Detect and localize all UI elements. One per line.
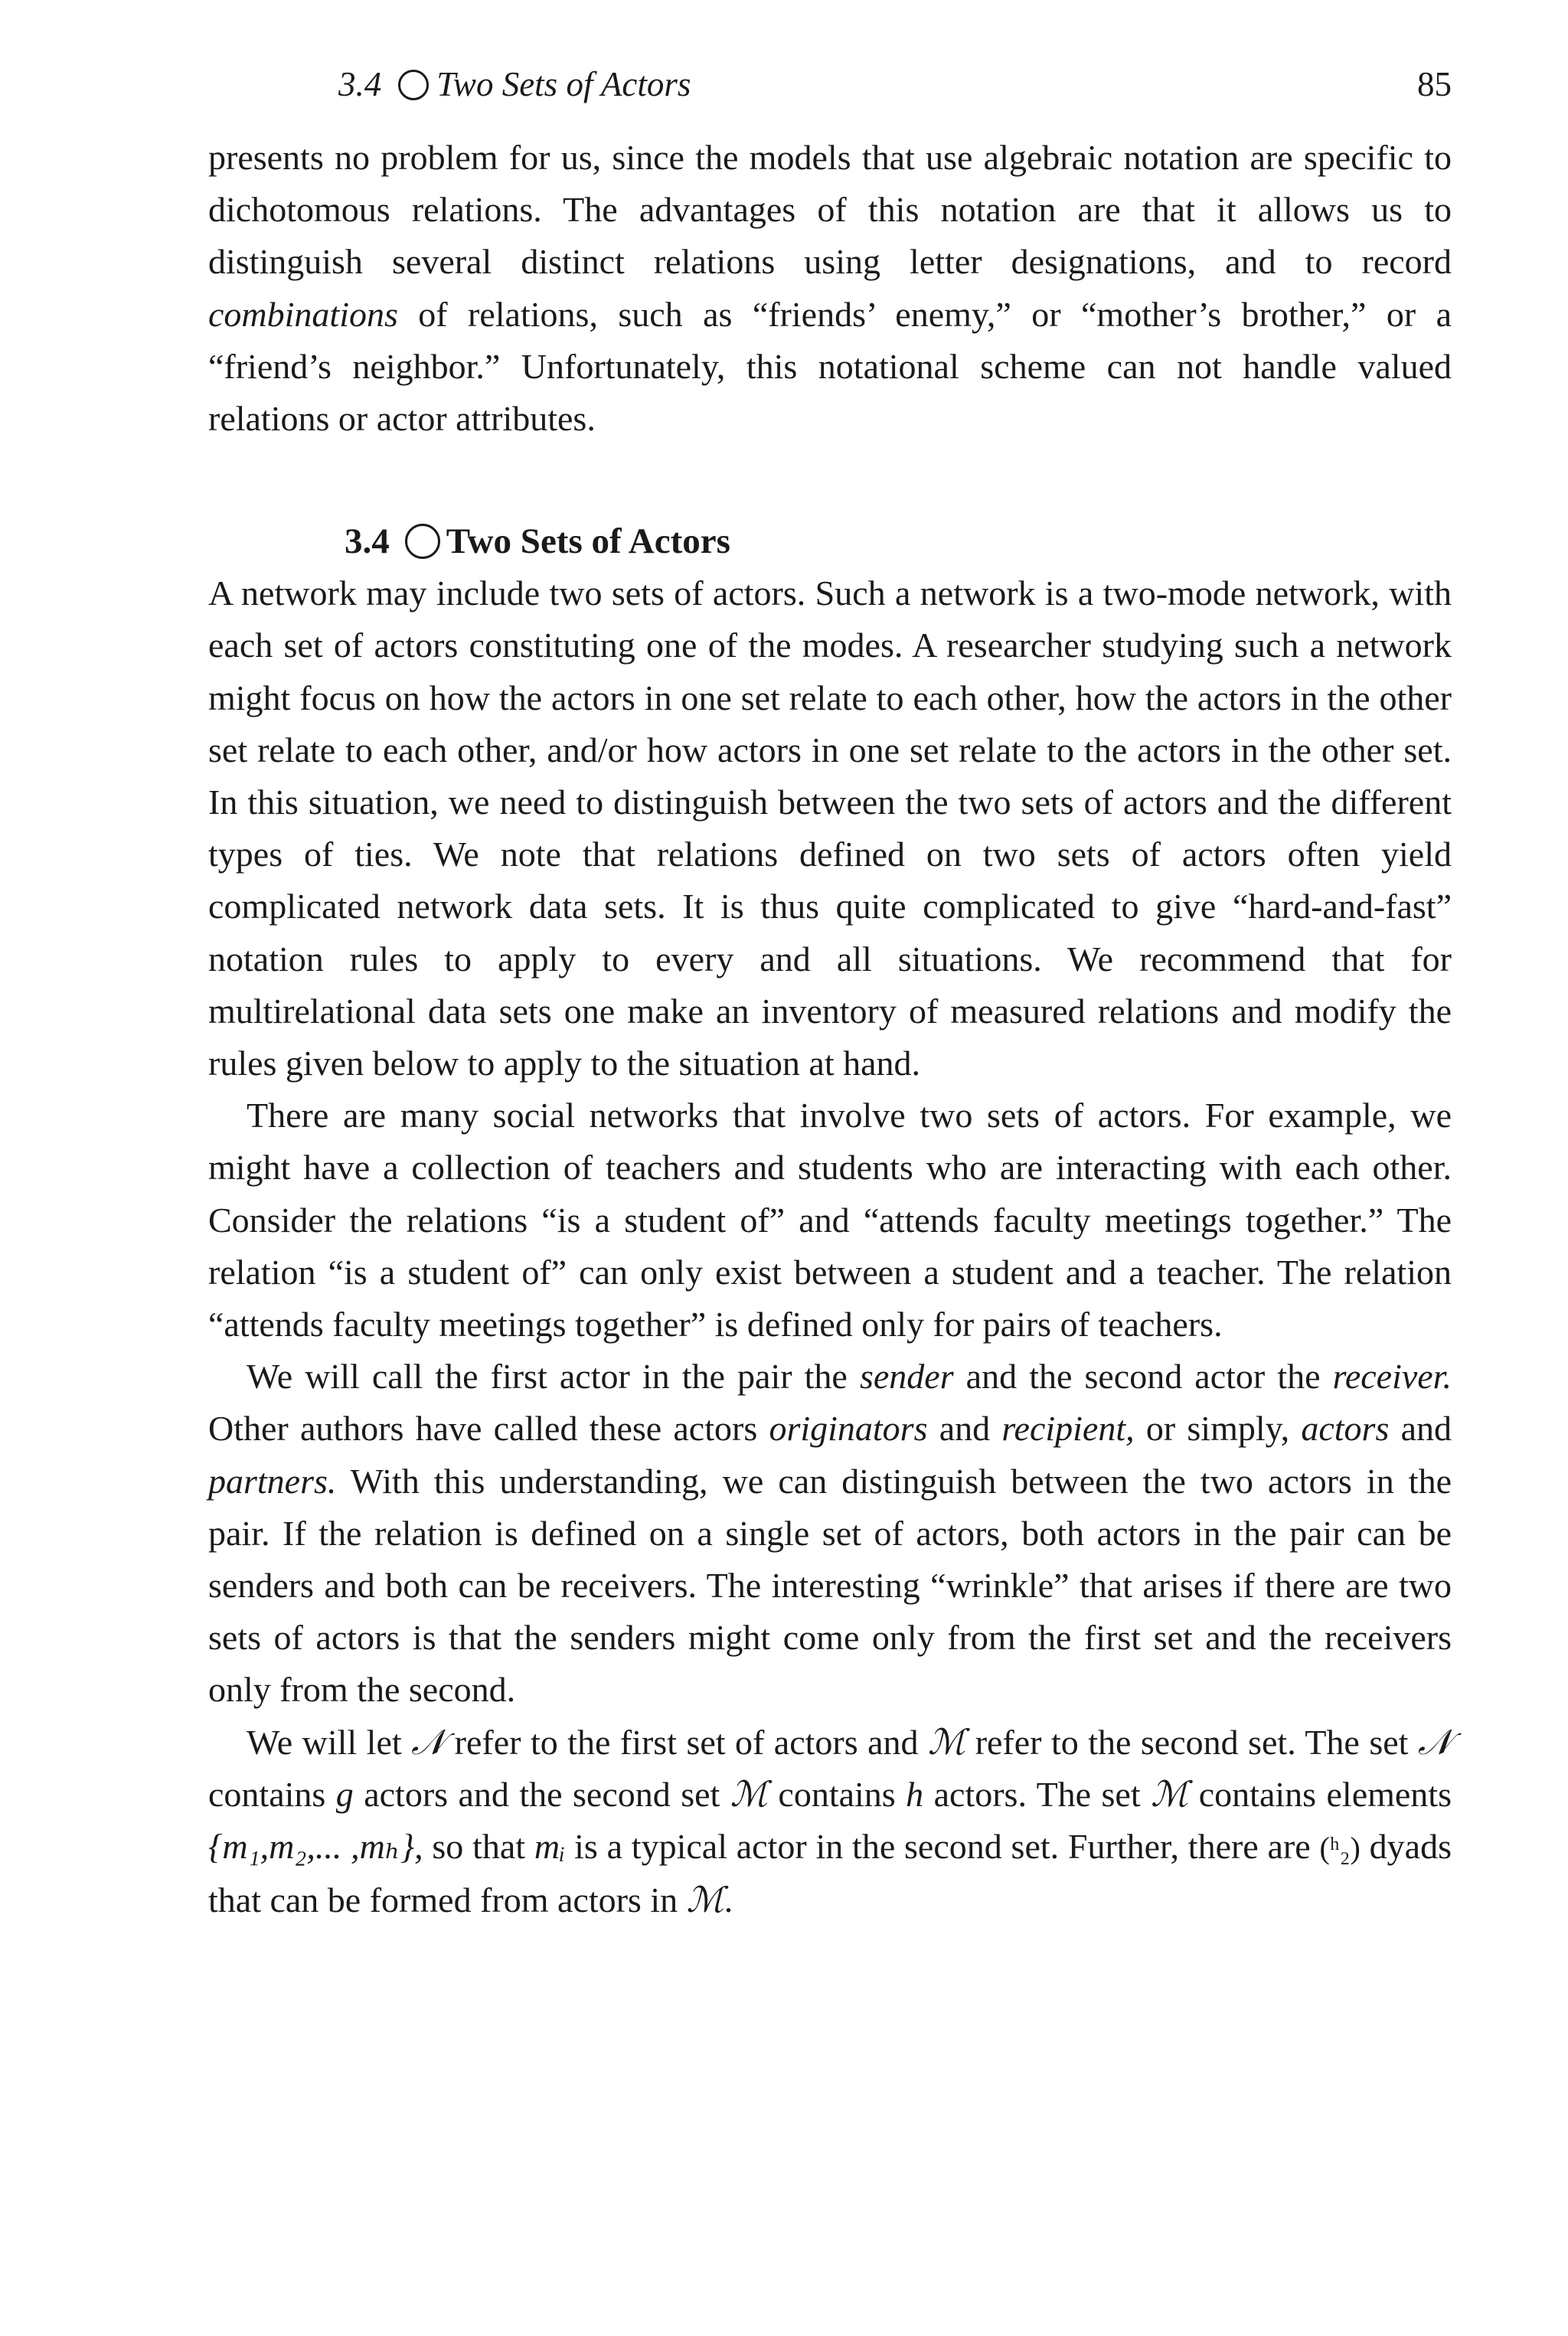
section-heading xyxy=(345,515,1452,567)
circle-icon xyxy=(398,70,429,100)
paragraph-continued xyxy=(208,132,1452,445)
text-run: With this understanding, we can distinguish between the two actors in the pair. If the relation is defined on a single set of actors, both actors in the pair can be senders and both can be receivers. The interesting “wrinkle” that arises if there are two sets of actors is that the senders might come only from the first set and the receivers only from the second. xyxy=(208,1461,1452,1710)
text-run: contains xyxy=(767,1774,906,1814)
paragraph-teachers-students: There are many social networks that involve two sets of actors. For example, we might have a collection of teachers and students who are interacting with each other. Consider the relations “is a student of” and “attends faculty meetings together.” The relation “is a student of” can only exist between a student and a teacher. The relation “attends faculty meetings together” is defined only for pairs of teachers. xyxy=(208,1096,1452,1344)
running-head-title-text: Two Sets of Actors xyxy=(436,65,691,103)
set-symbol-m: ℳ xyxy=(928,1722,966,1762)
text-run: refer to the second set. The set xyxy=(965,1722,1418,1762)
text-run: is a typical actor in the second set. Further, there are xyxy=(565,1827,1320,1867)
text-run: We will call the first actor in the pair the xyxy=(247,1357,860,1397)
text-run: actors. The set xyxy=(923,1774,1152,1814)
text-run: and xyxy=(927,1409,1002,1449)
circle-icon xyxy=(405,524,440,559)
text-run: of relations, such as “friends’ enemy,” or “mother’s brother,” or a “friend’s neighbor.” Unfortunately, this notational scheme can not handle valued relations or actor attributes. xyxy=(208,294,1452,439)
text-run: presents no problem for us, since the models that use algebraic notation are specific to dichotomous relations. The advantages of this notation are that it allows us to distinguish several distinct relations using letter designations, and to record xyxy=(208,138,1452,282)
binomial-coefficient: (ʰ₂) xyxy=(1319,1831,1361,1866)
text-run: and the second actor the xyxy=(953,1357,1333,1397)
set-symbol-m: ℳ xyxy=(1151,1774,1189,1814)
page-number: 85 xyxy=(1417,65,1452,103)
text-run: refer to the first set of actors and xyxy=(445,1722,929,1762)
variable-g: g xyxy=(335,1774,354,1814)
set-symbol-m: ℳ xyxy=(686,1880,724,1920)
emphasis-partners: partners. xyxy=(208,1461,337,1501)
paragraph-sender-receiver xyxy=(208,1351,1452,1716)
text-run: We will let xyxy=(247,1722,412,1762)
emphasis-receiver: receiver. xyxy=(1332,1357,1452,1397)
text-run: contains xyxy=(208,1774,336,1814)
variable-m-i: mᵢ xyxy=(534,1827,566,1867)
emphasis-actors: actors xyxy=(1301,1409,1390,1449)
text-run: dyads that can be formed from actors in xyxy=(208,1827,1452,1920)
text-run: actors and the second set xyxy=(353,1774,730,1814)
set-symbol-m: ℳ xyxy=(730,1774,768,1814)
paragraph-actor-sets xyxy=(208,1717,1452,1927)
section-title: Two Sets of Actors xyxy=(446,521,730,562)
emphasis-combinations: combinations xyxy=(208,294,398,334)
running-head-section-number: 3.4 xyxy=(338,65,382,103)
section-number: 3.4 xyxy=(345,521,390,562)
text-run: . xyxy=(724,1880,733,1920)
running-head xyxy=(208,54,1452,115)
book-page xyxy=(208,54,1452,1927)
variable-h: h xyxy=(906,1774,924,1814)
set-symbol-n: 𝒩 xyxy=(411,1722,446,1762)
emphasis-recipient: recipient, xyxy=(1001,1409,1135,1449)
text-run: contains elements xyxy=(1188,1774,1452,1814)
set-symbol-n: 𝒩 xyxy=(1417,1722,1452,1762)
paragraph-two-mode-networks: A network may include two sets of actors. Such a network is a two-mode network, with each set of actors constituting one of the modes. A researcher studying such a network might focus on how the actors in one set relate to each other, how the actors in the other set relate to each other, and/or how actors in one set relate to the actors in the other set. In this situation, we need to distinguish between the two sets of actors and the different types of ties. We note that relations defined on two sets of actors often yield complicated network data sets. It is thus quite complicated to give “hard-and-fast” notation rules to apply to every and all situations. We recommend that for multirelational data sets one make an inventory of measured relations and modify the rules given below to apply to the situation at hand. xyxy=(208,573,1452,1083)
text-run: and xyxy=(1389,1409,1452,1449)
running-head-title xyxy=(338,54,691,115)
emphasis-originators: originators xyxy=(769,1409,928,1449)
text-run: or simply, xyxy=(1134,1409,1302,1449)
emphasis-sender: sender xyxy=(859,1357,954,1397)
text-run: Other authors have called these actors xyxy=(208,1409,769,1449)
text-run: so that xyxy=(423,1827,534,1867)
set-elements: {m₁,m₂,... ,mₕ}, xyxy=(208,1827,423,1867)
